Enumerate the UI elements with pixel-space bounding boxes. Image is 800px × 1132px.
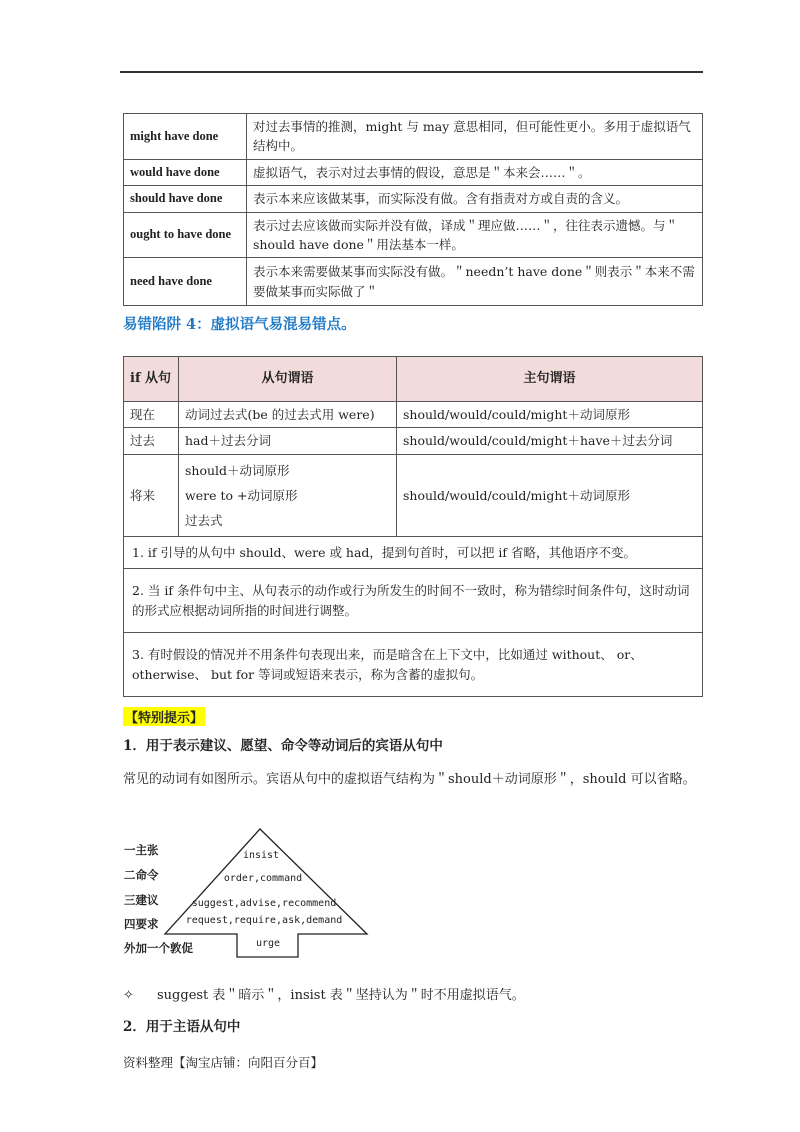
desc-cell: 表示本来应该做某事，而实际没有做。含有指责对方或自责的含义。 xyxy=(247,186,703,212)
header-rule xyxy=(120,71,703,73)
desc-cell: 对过去事情的推测，might 与 may 意思相同，但可能性更小。多用于虚拟语气结构中。 xyxy=(247,114,703,160)
left-label: 三建议 xyxy=(124,893,159,907)
table-row xyxy=(124,428,703,454)
term-cell: should have done xyxy=(124,186,247,212)
verb-pyramid-diagram xyxy=(120,826,380,965)
table-row xyxy=(124,212,703,258)
pyramid-line: order,command xyxy=(223,873,303,884)
clause-line: should＋动词原形 xyxy=(185,462,290,478)
section-title: 2．用于主语从句中 xyxy=(123,1019,241,1035)
modal-perfect-table xyxy=(123,113,703,306)
term-cell: might have done xyxy=(124,114,247,160)
main-cell: should/would/could/might＋动词原形 xyxy=(397,402,703,428)
column-header: 从句谓语 xyxy=(179,357,397,402)
table-row xyxy=(124,454,703,536)
diamond-bullet-icon: ✧ xyxy=(123,988,134,1003)
note-cell: 1. if 引导的从句中 should、were 或 had，提到句首时，可以把 if 省略，其他语序不变。 xyxy=(124,536,703,568)
note-row xyxy=(124,536,703,568)
section-paragraph: 常见的动词有如图所示。宾语从句中的虚拟语气结构为＂should＋动词原形＂，should 可以省略。 xyxy=(123,772,696,787)
desc-cell: 表示过去应该做而实际并没有做，译成＂理应做……＂，往往表示遗憾。与＂should have done＂用法基本一样。 xyxy=(247,212,703,258)
main-cell: should/would/could/might＋have＋过去分词 xyxy=(397,428,703,454)
bullet-note xyxy=(123,984,525,1003)
table-header-row xyxy=(124,357,703,402)
main-cell: should/would/could/might＋动词原形 xyxy=(397,454,703,536)
table-row xyxy=(124,159,703,185)
note-cell: 3. 有时假设的情况并不用条件句表现出来，而是暗含在上下文中，比如通过 without、 or、otherwise、 but for 等词或短语来表示，称为含蓄的虚拟句。 xyxy=(124,633,703,697)
footer-text: 资料整理【淘宝店铺：向阳百分百】 xyxy=(123,1055,324,1070)
special-tip-label: 【特别提示】 xyxy=(123,707,205,726)
subjunctive-table xyxy=(123,356,703,697)
left-label: 一主张 xyxy=(124,843,159,857)
table-row xyxy=(124,114,703,160)
pyramid-line: suggest,advise,recommend xyxy=(191,898,337,909)
bullet-text: suggest 表＂暗示＂，insist 表＂坚持认为＂时不用虚拟语气。 xyxy=(157,988,525,1003)
clause-cell: 动词过去式(be 的过去式用 were) xyxy=(179,402,397,428)
note-row xyxy=(124,569,703,633)
term-cell: ought to have done xyxy=(124,212,247,258)
left-label: 外加一个敦促 xyxy=(124,941,193,955)
tense-cell: 过去 xyxy=(124,428,179,454)
clause-line: were to +动词原形 xyxy=(185,487,298,503)
section-heading: 易错陷阱 4：虚拟语气易混易错点。 xyxy=(123,316,356,333)
pyramid-svg xyxy=(120,826,380,961)
term-cell: would have done xyxy=(124,159,247,185)
pyramid-line: request,require,ask,demand xyxy=(185,915,343,926)
column-header: 主句谓语 xyxy=(397,357,703,402)
clause-line: 过去式 xyxy=(185,512,223,528)
note-cell: 2. 当 if 条件句中主、从句表示的动作或行为所发生的时间不一致时，称为错综时间条件句，这时动词的形式应根据动词所指的时间进行调整。 xyxy=(124,569,703,633)
table-row xyxy=(124,258,703,306)
desc-cell: 虚拟语气，表示对过去事情的假设，意思是＂本来会……＂。 xyxy=(247,159,703,185)
desc-cell: 表示本来需要做某事而实际没有做。＂needn’t have done＂则表示＂本来不需要做某事而实际做了＂ xyxy=(247,258,703,306)
term-cell: need have done xyxy=(124,258,247,306)
section-title: 1．用于表示建议、愿望、命令等动词后的宾语从句中 xyxy=(123,738,443,754)
pyramid-line: insist xyxy=(242,850,280,861)
column-header: if 从句 xyxy=(124,357,179,402)
clause-cell xyxy=(179,454,397,536)
left-label: 二命令 xyxy=(124,868,159,882)
clause-cell: had＋过去分词 xyxy=(179,428,397,454)
table-row xyxy=(124,402,703,428)
left-label: 四要求 xyxy=(124,917,159,931)
tense-cell: 现在 xyxy=(124,402,179,428)
table-row xyxy=(124,186,703,212)
pyramid-line: urge xyxy=(255,938,281,949)
note-row xyxy=(124,633,703,697)
tense-cell: 将来 xyxy=(124,454,179,536)
